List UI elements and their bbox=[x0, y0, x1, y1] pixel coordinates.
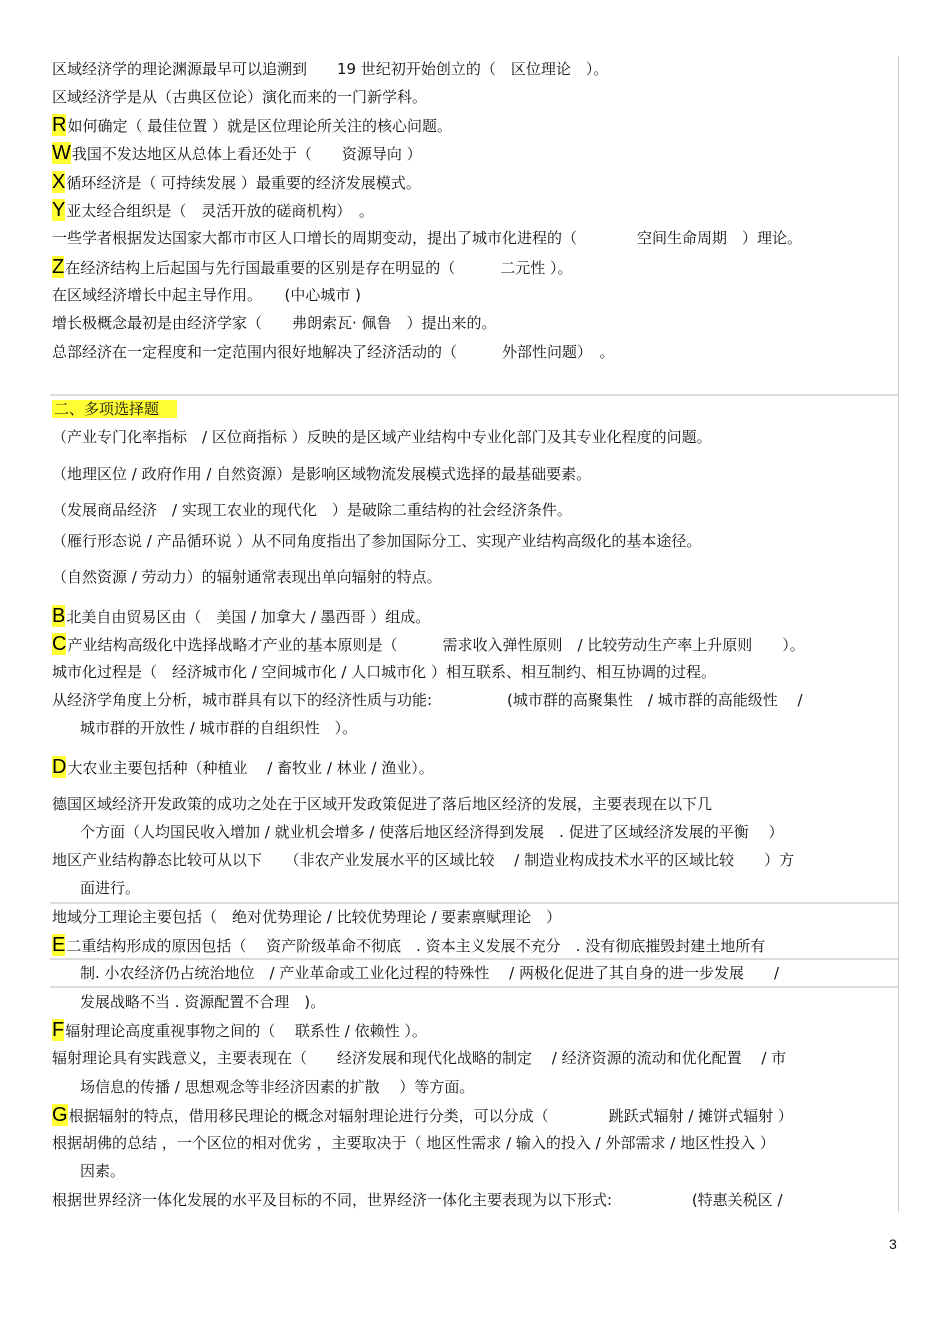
text-line: R如何确定（ 最佳位置 ）就是区位理论所关注的核心问题。 bbox=[52, 114, 452, 136]
marker-highlight: Z bbox=[52, 256, 65, 278]
text-line: 从经济学角度上分析，城市群具有以下的经济性质与功能: (城市群的高聚集性 / 城市群的高能级性 / bbox=[52, 691, 803, 709]
text-line: 城市群的开放性 / 城市群的自组织性 ）。 bbox=[80, 719, 358, 737]
page-number: 3 bbox=[889, 1236, 897, 1252]
marker-highlight: Y bbox=[52, 199, 66, 221]
text-line: G根据辐射的特点，借用移民理论的概念对辐射理论进行分类，可以分成（ 跳跃式辐射 / 摊饼式辐射 ） bbox=[52, 1104, 793, 1126]
marker-highlight: E bbox=[52, 934, 66, 956]
text-line: 区域经济学的理论渊源最早可以追溯到 19 世纪初开始创立的（ 区位理论 ）。 bbox=[52, 60, 609, 78]
text-line: 个方面（人均国民收入增加 / 就业机会增多 / 使落后地区经济得到发展 . 促进了区域经济发展的平衡 ） bbox=[80, 823, 784, 841]
marker-highlight: D bbox=[52, 756, 67, 778]
text-line: Z在经济结构上后起国与先行国最重要的区别是存在明显的（ 二元性 ）。 bbox=[52, 256, 573, 278]
marker-highlight: G bbox=[52, 1104, 68, 1126]
text-line: E二重结构形成的原因包括（ 资产阶级革命不彻底 . 资本主义发展不充分 . 没有彻底摧毁封建土地所有 bbox=[52, 934, 766, 956]
text-line: （自然资源 / 劳动力）的辐射通常表现出单向辐射的特点。 bbox=[52, 568, 442, 586]
section-heading: 二、多项选择题 bbox=[52, 398, 177, 420]
marker-highlight: R bbox=[52, 114, 67, 136]
text-line: 城市化过程是（ 经济城市化 / 空间城市化 / 人口城市化 ）相互联系、相互制约、相互协调的过程。 bbox=[52, 663, 716, 681]
text-line: （产业专门化率指标 / 区位商指标 ）反映的是区域产业结构中专业化部门及其专业化程度的问题。 bbox=[52, 428, 712, 446]
text-line: C产业结构高级化中选择战略才产业的基本原则是（ 需求收入弹性原则 / 比较劳动生产率上升原则 ）。 bbox=[52, 633, 805, 655]
text-line: 区域经济学是从（古典区位论）演化而来的一门新学科。 bbox=[52, 88, 428, 106]
text-line: 一些学者根据发达国家大都市市区人口增长的周期变动，提出了城市化进程的（ 空间生命周期 ）理论。 bbox=[52, 229, 803, 247]
text-line: F辐射理论高度重视事物之间的（ 联系性 / 依赖性 ）。 bbox=[52, 1019, 427, 1041]
marker-highlight: B bbox=[52, 605, 66, 627]
text-line: 制. 小农经济仍占统治地位 / 产业革命或工业化过程的特殊性 / 两极化促进了其自身的进一步发展 / bbox=[80, 964, 780, 982]
text-line: 地区产业结构静态比较可从以下 （非农产业发展水平的区域比较 / 制造业构成技术水平的区域比较 ）方 bbox=[52, 851, 795, 869]
marker-highlight: F bbox=[52, 1019, 65, 1041]
text-line: D大农业主要包括种（种植业 / 畜牧业 / 林业 / 渔业）。 bbox=[52, 756, 434, 778]
marker-highlight: X bbox=[52, 171, 66, 193]
text-line: 场信息的传播 / 思想观念等非经济因素的扩散 ）等方面。 bbox=[80, 1078, 475, 1096]
text-line: （地理区位 / 政府作用 / 自然资源）是影响区域物流发展模式选择的最基础要素。 bbox=[52, 465, 592, 483]
text-line: 在区域经济增长中起主导作用。 (中心城市 ) bbox=[52, 286, 361, 304]
text-line: 增长极概念最初是由经济学家（ 弗朗索瓦· 佩鲁 ）提出来的。 bbox=[52, 314, 497, 332]
text-line: 根据世界经济一体化发展的水平及目标的不同，世界经济一体化主要表现为以下形式: (特惠关税区 / bbox=[52, 1191, 783, 1209]
text-line: 面进行。 bbox=[80, 879, 141, 897]
right-margin-rule bbox=[898, 56, 899, 1212]
marker-highlight: C bbox=[52, 633, 67, 655]
text-line: 因素。 bbox=[80, 1162, 126, 1180]
text-line: B北美自由贸易区由（ 美国 / 加拿大 / 墨西哥 ）组成。 bbox=[52, 605, 431, 627]
text-line: 总部经济在一定程度和一定范围内很好地解决了经济活动的（ 外部性问题） 。 bbox=[52, 343, 615, 361]
text-line: X循环经济是（ 可持续发展 ）最重要的经济发展模式。 bbox=[52, 171, 421, 193]
row-rule bbox=[50, 902, 898, 904]
row-rule bbox=[50, 958, 898, 960]
text-line: 德国区域经济开发政策的成功之处在于区域开发政策促进了落后地区经济的发展，主要表现在以下几 bbox=[52, 795, 713, 813]
text-line: 辐射理论具有实践意义，主要表现在（ 经济发展和现代化战略的制定 / 经济资源的流动和优化配置 / 市 bbox=[52, 1049, 787, 1067]
text-line: （雁行形态说 / 产品循环说 ）从不同角度指出了参加国际分工、实现产业结构高级化的基本途径。 bbox=[52, 532, 702, 550]
marker-highlight: W bbox=[52, 142, 71, 164]
section-rule bbox=[50, 394, 898, 396]
text-line: 地域分工理论主要包括（ 绝对优势理论 / 比较优势理论 / 要素禀赋理论 ） bbox=[52, 908, 562, 926]
text-line: 发展战略不当 . 资源配置不合理 )。 bbox=[80, 993, 326, 1011]
row-rule bbox=[50, 986, 898, 988]
text-line: 根据胡佛的总结 ，一个区位的相对优劣 ，主要取决于（ 地区性需求 / 输入的投入 / 外部需求 / 地区性投入 ） bbox=[52, 1134, 775, 1152]
text-line: Y亚太经合组织是（ 灵活开放的磋商机构） 。 bbox=[52, 199, 374, 221]
text-line: （发展商品经济 / 实现工农业的现代化 ）是破除二重结构的社会经济条件。 bbox=[52, 501, 572, 519]
text-line: W我国不发达地区从总体上看还处于（ 资源导向 ） bbox=[52, 142, 422, 164]
